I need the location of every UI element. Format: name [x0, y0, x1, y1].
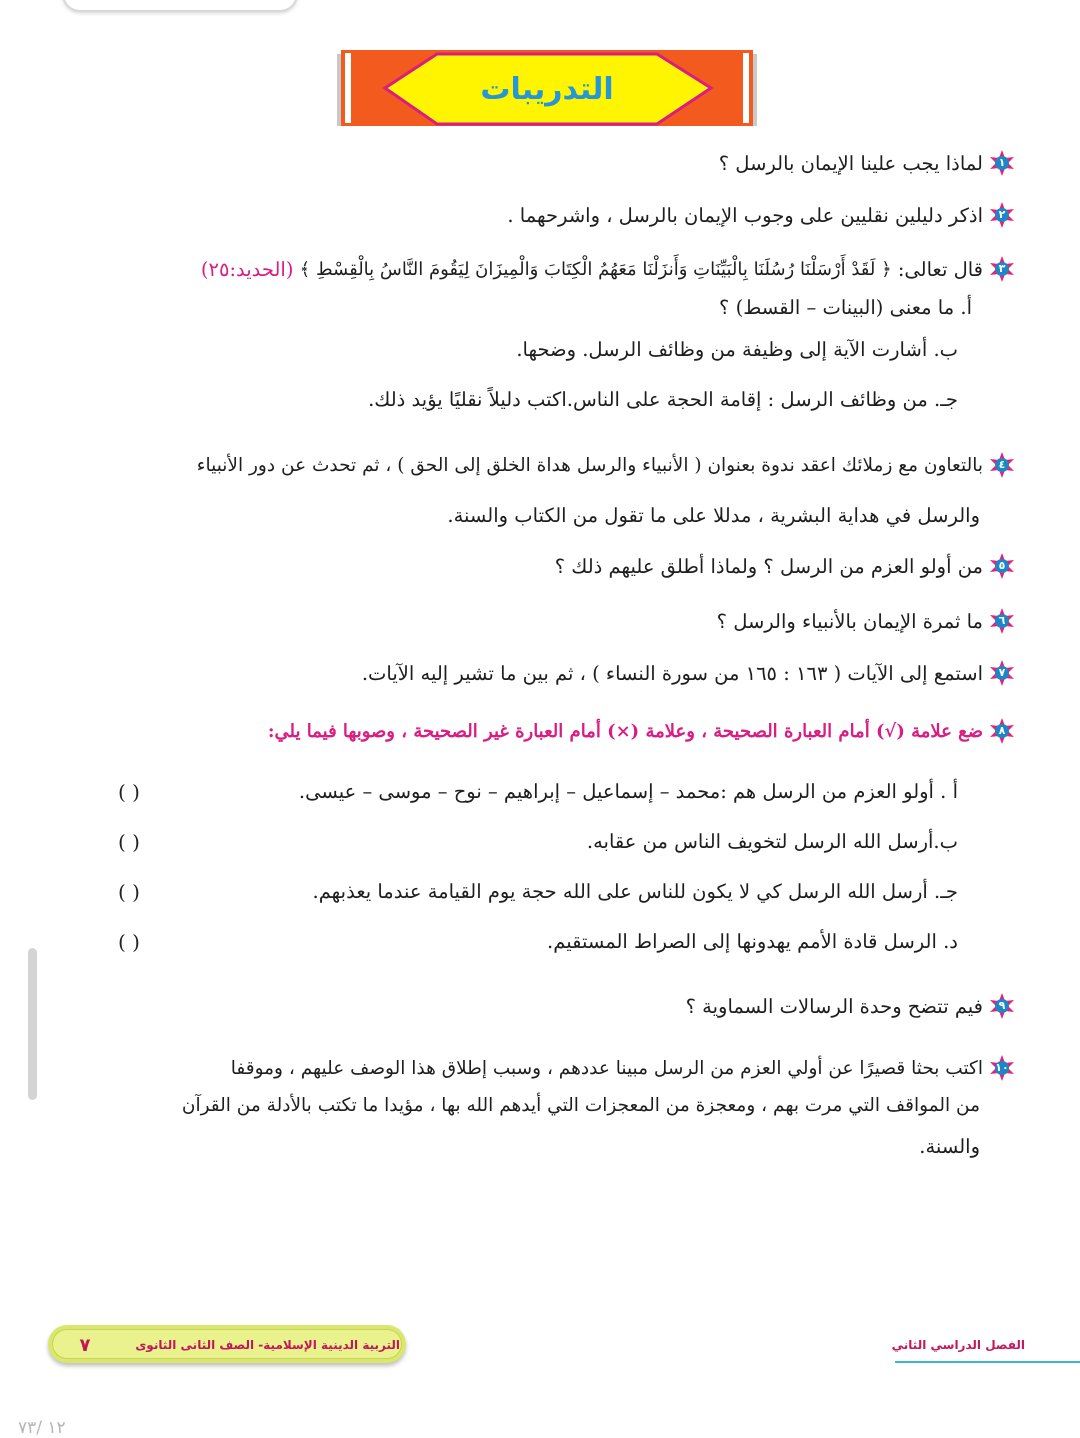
question-text: استمع إلى الآيات ( ١٦٣ : ١٦٥ من سورة النساء ) ، ثم بين ما تشير إليه الآيات.	[361, 661, 983, 685]
question-10-line-2: من المواقف التي مرت بهم ، ومعجزة من المعجزات التي أيدهم الله بها ، مؤيدا ما تكتب بالأدلة من القرآن	[181, 1095, 980, 1116]
flower-badge-icon: ٥	[989, 553, 1015, 579]
statement-a: أ . أولو العزم من الرسل هم :محمد – إسماعيل – إبراهيم – نوح – موسى – عيسى.	[298, 780, 958, 803]
flower-badge-icon: ٨	[989, 718, 1015, 744]
question-text: ما ثمرة الإيمان بالأنبياء والرسل ؟	[716, 609, 983, 633]
question-text: ضع علامة (√) أمام العبارة الصحيحة ، وعلامة (×) أمام العبارة غير الصحيحة ، وصوبها فيما يلي:	[267, 720, 983, 742]
statement-c: جـ. أرسل الله الرسل كي لا يكون للناس على الله حجة يوم القيامة عندما يعذبهم.	[312, 880, 958, 903]
question-8	[268, 718, 1015, 744]
question-text: اذكر دليلين نقليين على وجوب الإيمان بالرسل ، واشرحهما .	[507, 203, 983, 227]
question-3-part-a: أ. ما معنى (البينات – القسط) ؟	[719, 296, 972, 319]
statement-b: ب.أرسل الله الرسل لتخويف الناس من عقابه.	[586, 830, 958, 853]
question-7	[362, 660, 1015, 686]
answer-bracket: ( )	[118, 930, 140, 954]
question-2	[507, 202, 1015, 228]
question-10-line-3: والسنة.	[919, 1135, 980, 1158]
question-10	[231, 1055, 1015, 1081]
question-text: اكتب بحثا قصيرًا عن أولي العزم من الرسل مبينا عددهم ، وسبب إطلاق هذا الوصف عليهم ، وموقفا	[230, 1057, 983, 1079]
flower-badge-icon: ٢	[989, 202, 1015, 228]
question-3-part-c: جـ. من وظائف الرسل : إقامة الحجة على الناس.اكتب دليلاً نقليًا يؤيد ذلك.	[368, 388, 958, 411]
question-4-line-2: والرسل في هداية البشرية ، مدللا على ما تقول من الكتاب والسنة.	[447, 504, 980, 527]
footer-divider	[895, 1361, 1080, 1363]
verse-intro: قال تعالى:	[897, 257, 983, 281]
flower-badge-icon: ٩	[989, 993, 1015, 1019]
verse-reference: (الحديد:٢٥)	[200, 257, 294, 281]
flower-badge-icon: ٤	[989, 452, 1015, 478]
question-text: فيم تتضح وحدة الرسالات السماوية ؟	[685, 994, 983, 1018]
answer-bracket: ( )	[118, 830, 140, 854]
top-tab	[62, 0, 298, 12]
question-9	[686, 993, 1015, 1019]
statement-d: د. الرسل قادة الأمم يهدونها إلى الصراط المستقيم.	[547, 930, 958, 953]
question-text: بالتعاون مع زملائك اعقد ندوة بعنوان ( الأنبياء والرسل هداة الخلق إلى الحق ) ، ثم تحدث عن دور الأنبياء	[196, 454, 983, 476]
page-title: التدريبات	[480, 72, 614, 107]
quran-verse: ﴿ لَقَدْ أَرْسَلْنَا رُسُلَنَا بِالْبَيِّنَاتِ وَأَنزَلْنَا مَعَهُمُ الْكِتَابَ وَالْمِيزَانَ لِيَقُومَ النَّاسُ بِالْقِسْطِ ﴾	[299, 258, 892, 280]
question-1	[719, 150, 1015, 176]
exercises-title-banner	[337, 50, 757, 130]
question-4	[197, 452, 1015, 478]
footer-term: الفصل الدراسي الثاني	[891, 1338, 1025, 1352]
question-3	[201, 256, 1015, 282]
question-5	[555, 553, 1015, 579]
scrollbar[interactable]	[28, 948, 37, 1100]
flower-badge-icon: ٦	[989, 608, 1015, 634]
question-text: من أولو العزم من الرسل ؟ ولماذا أطلق عليهم ذلك ؟	[554, 554, 983, 578]
question-3-part-b: ب. أشارت الآية إلى وظيفة من وظائف الرسل. وضحها.	[516, 338, 958, 361]
question-6	[717, 608, 1015, 634]
footer-book-title: التربية الدينية الإسلامية- الصف الثانى الثانوى	[135, 1338, 400, 1352]
question-text: لماذا يجب علينا الإيمان بالرسل ؟	[718, 151, 983, 175]
answer-bracket: ( )	[118, 780, 140, 804]
flower-badge-icon: ٣	[989, 256, 1015, 282]
flower-badge-icon: ١	[989, 150, 1015, 176]
flower-badge-icon: ١٠	[989, 1055, 1015, 1081]
footer-page-number: ٧	[79, 1335, 91, 1356]
answer-bracket: ( )	[118, 880, 140, 904]
flower-badge-icon: ٧	[989, 660, 1015, 686]
page-counter: ١٢ /٧٣	[18, 1418, 66, 1438]
